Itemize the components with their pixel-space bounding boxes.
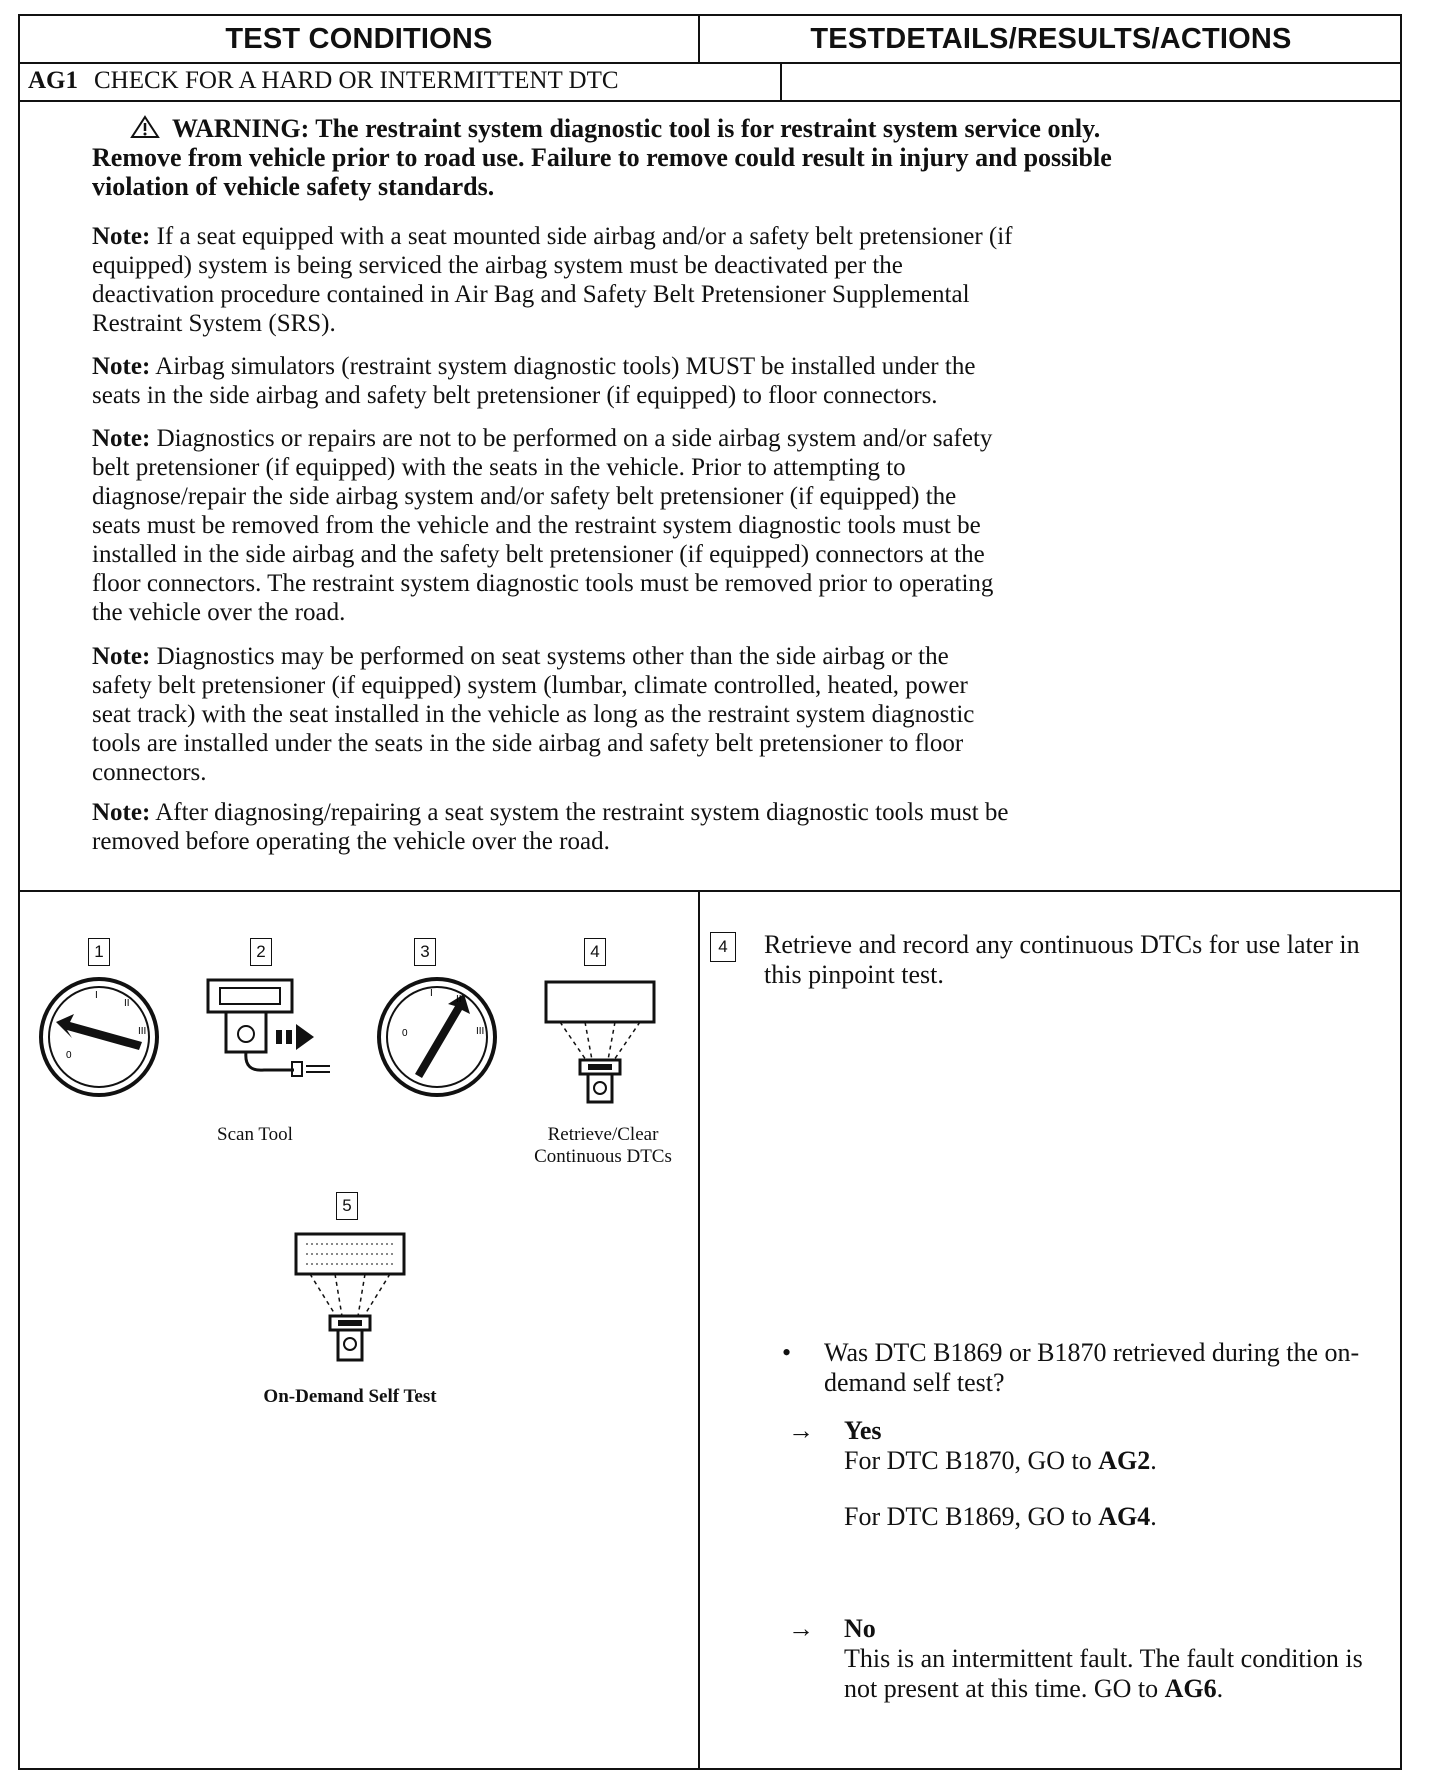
illus-step-4: 4	[584, 938, 606, 966]
no-action: This is an intermittent fault. The fault condition is not present at this time. GO to AG6.	[844, 1644, 1363, 1703]
step-title: CHECK FOR A HARD OR INTERMITTENT DTC	[94, 67, 619, 94]
details-panel	[700, 892, 1402, 1770]
header-test-conditions: TEST CONDITIONS	[20, 16, 700, 62]
illus-step-1: 1	[88, 938, 110, 966]
header-test-details: TESTDETAILS/RESULTS/ACTIONS	[810, 22, 1292, 55]
illus-step-5: 5	[336, 1192, 358, 1220]
svg-text:0: 0	[402, 1028, 408, 1039]
svg-text:III: III	[138, 1026, 147, 1037]
step-title-cell	[20, 62, 782, 100]
table-header	[20, 16, 1400, 64]
warning-line-3: violation of vehicle safety standards.	[92, 172, 495, 201]
no-answer	[844, 1614, 1384, 1704]
warning-triangle-icon	[130, 115, 160, 139]
yes-answer	[844, 1416, 1384, 1532]
yes-arrow-icon: →	[788, 1416, 814, 1445]
warning-line-1: WARNING: The restraint system diagnostic tool is for restraint system service only.	[172, 114, 1101, 143]
no-label: No	[844, 1614, 876, 1643]
svg-text:I: I	[95, 990, 98, 1001]
svg-text:III: III	[476, 1026, 485, 1037]
warning-block	[92, 114, 1302, 201]
caption-scan-tool: Scan Tool	[217, 1124, 293, 1145]
note-3: Note: Diagnostics or repairs are not to be performed on a side airbag system and/or safety belt pretensioner (if equipped) with the seats in the vehicle. Prior to attempting to diagnose/repair the side airbag system and/or safety belt pretensioner (if equipped) the seats must be removed from the vehicle and the restraint system diagnostic tools must be installed in the side airbag and the safety belt pretensioner (if equipped) connectors at the floor connectors. The restraint system diagnostic tools must be removed prior to operating the vehicle over the road.	[92, 425, 994, 626]
svg-text:0: 0	[66, 1050, 72, 1061]
note-5: Note: After diagnosing/repairing a seat system the restraint system diagnostic tools must be removed before operating the vehicle over the road.	[92, 799, 1009, 855]
illustration-panel	[20, 892, 698, 1770]
scan-tool-retrieve-icon	[540, 978, 660, 1108]
step-id: AG1	[28, 67, 78, 94]
note-1: Note: If a seat equipped with a seat mounted side airbag and/or a safety belt pretensioner (if equipped) system is being serviced the airbag system must be deactivated per the deactivation procedure contained in Air Bag and Safety Belt Pretensioner Supplemental Restraint System (SRS).	[92, 223, 1013, 337]
yes-action-2: For DTC B1869, GO to AG4.	[844, 1502, 1157, 1531]
note-4: Note: Diagnostics may be performed on seat systems other than the side airbag or the safety belt pretensioner (if equipped) system (lumbar, climate controlled, heated, power seat track) with the seat installed in the vehicle as long as the restraint system diagnostic tools are installed under the seats in the side airbag and safety belt pretensioner to floor connectors.	[92, 643, 975, 786]
details-step-num: 4	[710, 932, 736, 962]
illus-step-3: 3	[414, 938, 436, 966]
notes-section	[20, 102, 1400, 892]
illus-step-2: 2	[250, 938, 272, 966]
svg-text:II: II	[456, 994, 462, 1005]
caption-retrieve-clear: Retrieve/Clear Continuous DTCs	[534, 1124, 672, 1167]
no-arrow-icon: →	[788, 1614, 814, 1643]
question-bullet: •	[782, 1338, 792, 1367]
step-row	[20, 62, 1400, 102]
procedure-section	[20, 892, 1400, 1770]
yes-action-1: For DTC B1870, GO to AG2.	[844, 1446, 1157, 1475]
ignition-on-icon	[372, 972, 502, 1102]
scan-tool-icon	[204, 972, 344, 1082]
yes-label: Yes	[844, 1416, 882, 1445]
details-step-text: Retrieve and record any continuous DTCs for use later in this pinpoint test.	[764, 930, 1360, 989]
warning-line-2: Remove from vehicle prior to road use. Failure to remove could result in injury and possible	[92, 143, 1112, 172]
caption-on-demand: On-Demand Self Test	[263, 1386, 437, 1407]
svg-text:II: II	[124, 998, 130, 1009]
ignition-off-icon	[34, 972, 164, 1102]
pinpoint-test-table	[18, 14, 1402, 1770]
question-text: Was DTC B1869 or B1870 retrieved during the on-demand self test?	[824, 1338, 1360, 1397]
svg-text:I: I	[430, 988, 433, 999]
on-demand-self-test-icon	[290, 1230, 410, 1370]
note-2: Note: Airbag simulators (restraint system diagnostic tools) MUST be installed under the seats in the side airbag and safety belt pretensioner (if equipped) to floor connectors.	[92, 353, 976, 409]
